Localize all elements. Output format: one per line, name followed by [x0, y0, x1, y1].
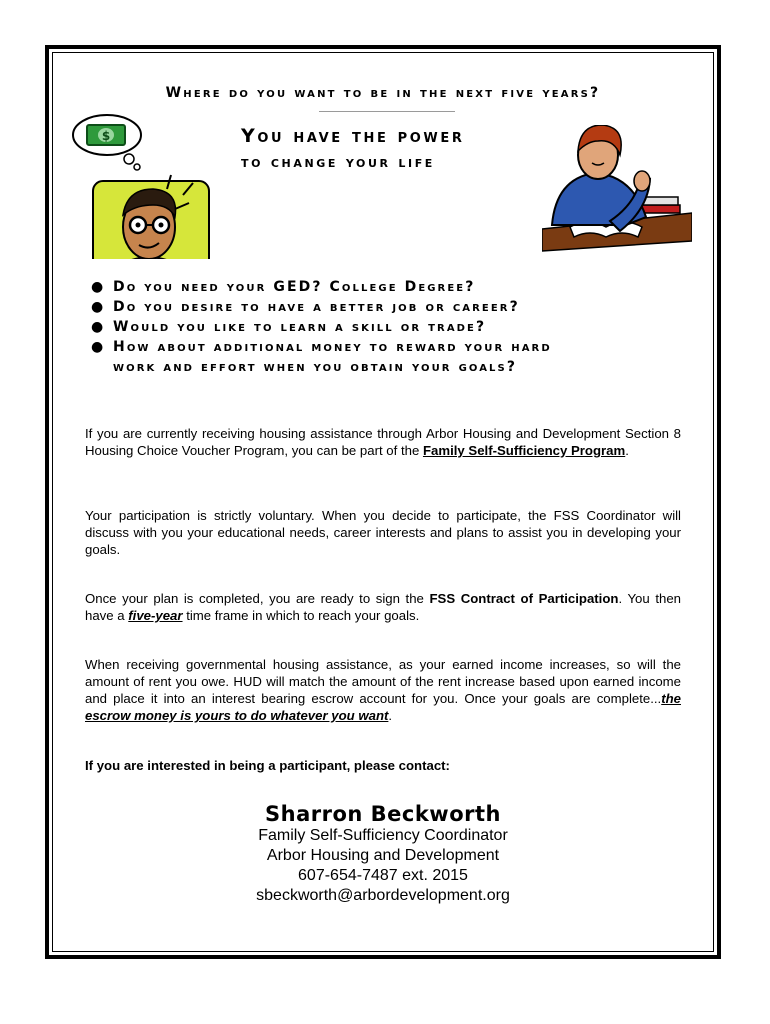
contact-organization: Arbor Housing and Development — [266, 847, 500, 864]
bullet-dot-icon: ● — [91, 299, 106, 315]
page-heading: Where do you want to be in the next five years? — [165, 85, 601, 101]
woman-studying-icon — [542, 125, 692, 255]
bullet-dot-icon: ● — [91, 319, 106, 335]
participation-paragraph: Your participation is strictly voluntary. When you decide to participate, the FSS Coordinator will discuss with you your educational needs, career interests and plans to assist you in developing your goals. — [85, 508, 681, 557]
escrow-paragraph: When receiving governmental housing assistance, as your earned income increases, so will the amount of rent you owe. HUD will match the amount of the rent increase based upon earned income and place it into an interest bearing escrow account for you. Once your goals are complete...the escrow money is yours to do whatever you want. — [85, 657, 681, 723]
contact-block — [49, 802, 717, 906]
man-thinking-of-money-icon — [63, 109, 213, 259]
question-item: ● Do you desire to have a better job or career? — [91, 299, 520, 315]
question-list — [89, 277, 673, 377]
contact-name: Sharron Beckworth — [265, 802, 501, 826]
power-line-1: You have the power — [241, 125, 465, 147]
question-item: ● Would you like to learn a skill or trade? — [91, 319, 487, 335]
contact-title: Family Self-Sufficiency Coordinator — [258, 827, 508, 844]
bullet-dot-icon: ● — [91, 339, 106, 355]
question-item: ● Do you need your GED? College Degree? — [91, 279, 476, 295]
power-line-2: to change your life — [241, 153, 435, 171]
contact-email[interactable]: sbeckworth@arbordevelopment.org — [256, 887, 510, 904]
bullet-dot-icon: ● — [91, 279, 106, 295]
money-symbol: $ — [101, 129, 111, 143]
question-item: ● How about additional money to reward your hard work and effort when you obtain your goals? — [91, 339, 552, 375]
contract-paragraph: Once your plan is completed, you are ready to sign the FSS Contract of Participation. You then have a five-year time frame in which to reach your goals. — [85, 591, 681, 623]
fss-program-link[interactable]: Family Self-Sufficiency Program — [422, 443, 626, 458]
intro-paragraph: If you are currently receiving housing assistance through Arbor Housing and Development Section 8 Housing Choice Voucher Program, you can be part of the Family Self-Sufficiency Program. — [85, 426, 681, 458]
contact-phone: 607-654-7487 ext. 2015 — [298, 867, 468, 884]
power-slogan — [241, 125, 464, 171]
heading-divider — [319, 111, 455, 112]
page-border — [45, 45, 721, 959]
contact-prompt: If you are interested in being a participant, please contact: — [85, 758, 450, 773]
